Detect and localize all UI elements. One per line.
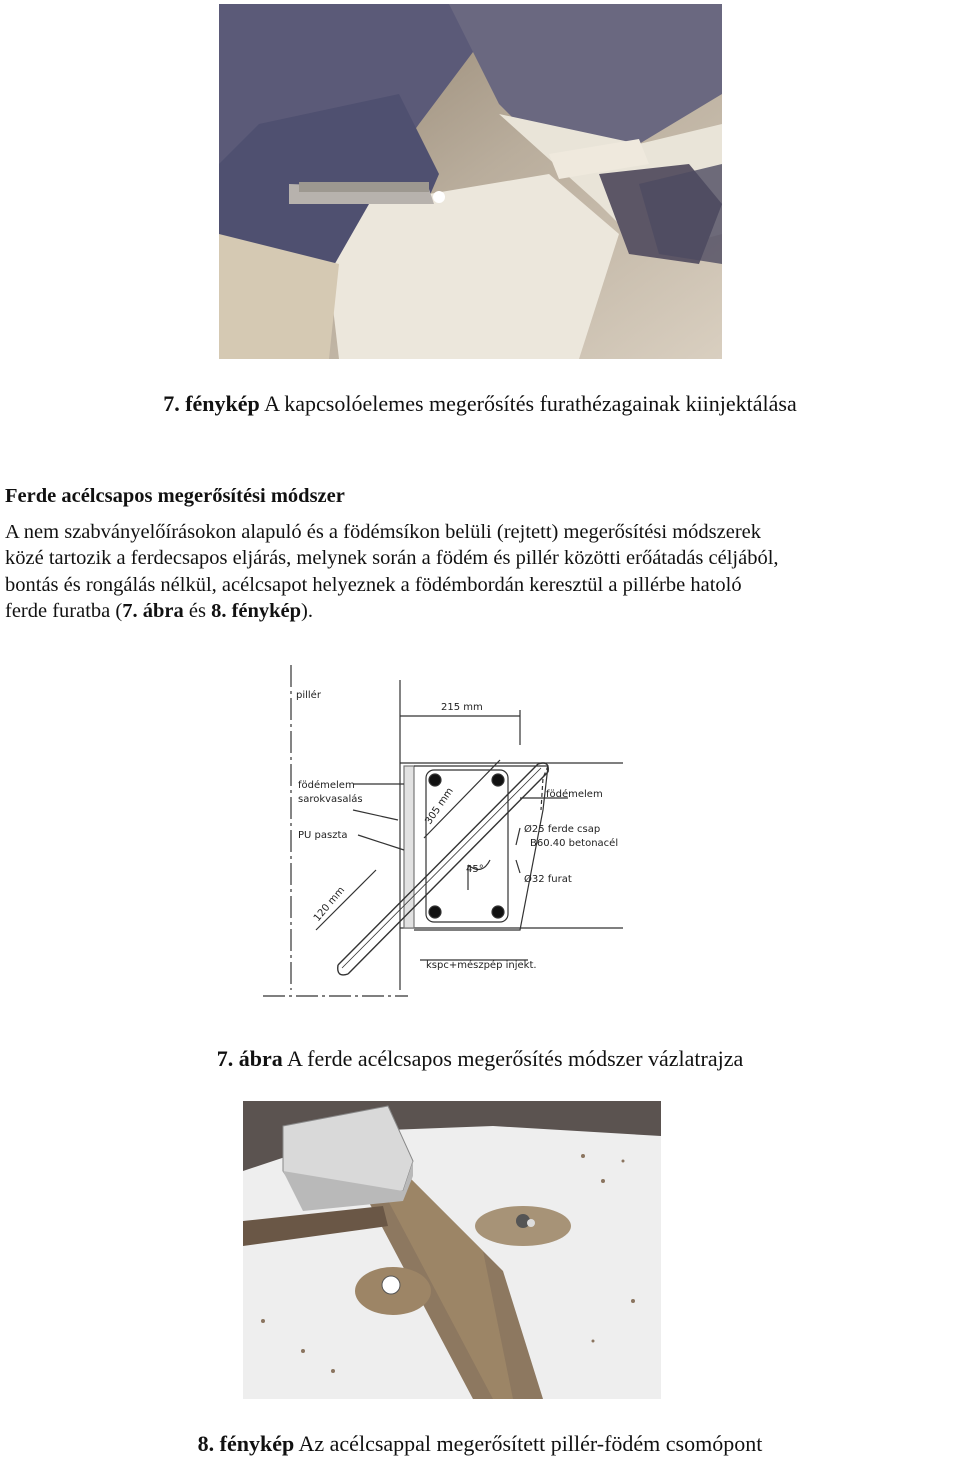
label-dim-305: 305 mm bbox=[423, 785, 456, 827]
figure-7-caption bbox=[0, 1046, 960, 1072]
paragraph-line-4-text-c: ). bbox=[301, 600, 313, 622]
figure-7-caption-text: A ferde acélcsapos megerősítés módszer vázlatrajza bbox=[282, 1046, 744, 1071]
label-piller: pillér bbox=[296, 690, 321, 701]
photo-7-caption-prefix: 7. fénykép bbox=[163, 391, 260, 416]
photo-8-caption-text: Az acélcsappal megerősített pillér-födém csomópont bbox=[294, 1431, 763, 1456]
photo-7-caption-text: A kapcsolóelemes megerősítés furathézagainak kiinjektálása bbox=[259, 391, 797, 416]
label-dim-120: 120 mm bbox=[311, 884, 348, 924]
label-fodemelem-sarok-1: födémelem bbox=[298, 780, 355, 791]
figure-7-caption-prefix: 7. ábra bbox=[216, 1046, 283, 1071]
photo-8-joint bbox=[243, 1101, 661, 1399]
label-fodemelem: födémelem bbox=[546, 789, 603, 800]
label-injekt: kspc+mészpép injekt. bbox=[426, 960, 537, 971]
paragraph-line-4-text-a: ferde furatba ( bbox=[5, 600, 123, 622]
paragraph-line-2: közé tartozik a ferdecsapos eljárás, melynek során a födém és pillér közötti erőátadás céljából, bbox=[5, 547, 779, 569]
paragraph-line-4-text-b: és bbox=[183, 600, 212, 622]
photo-7-caption bbox=[0, 391, 960, 417]
paragraph-line-3: bontás és rongálás nélkül, acélcsapot helyeznek a födémbordán keresztül a pillérbe hatoló bbox=[5, 574, 742, 596]
label-fodemelem-sarok-2: sarokvasalás bbox=[298, 794, 363, 805]
label-furat: Ø32 furat bbox=[524, 874, 572, 885]
section-heading: Ferde acélcsapos megerősítési módszer bbox=[5, 485, 345, 507]
figure-7-sketch bbox=[258, 660, 638, 1002]
photo-8-caption bbox=[0, 1431, 960, 1457]
paragraph-line-4 bbox=[5, 599, 960, 624]
photo-8-reference: 8. fénykép bbox=[211, 600, 302, 622]
photo-8-caption-prefix: 8. fénykép bbox=[197, 1431, 295, 1456]
label-pu-paszta: PU paszta bbox=[298, 830, 348, 841]
photo-7-injection bbox=[219, 4, 722, 359]
label-ferde-csap-1: Ø25 ferde csap bbox=[524, 824, 601, 835]
figure-7-reference: 7. ábra bbox=[122, 600, 184, 622]
label-angle-45: 45° bbox=[466, 864, 484, 875]
label-dim-215: 215 mm bbox=[441, 702, 483, 713]
paragraph-line-1: A nem szabványelőírásokon alapuló és a födémsíkon belüli (rejtett) megerősítési módszerek bbox=[5, 521, 761, 543]
label-ferde-csap-2: B60.40 betonacél bbox=[530, 838, 619, 849]
